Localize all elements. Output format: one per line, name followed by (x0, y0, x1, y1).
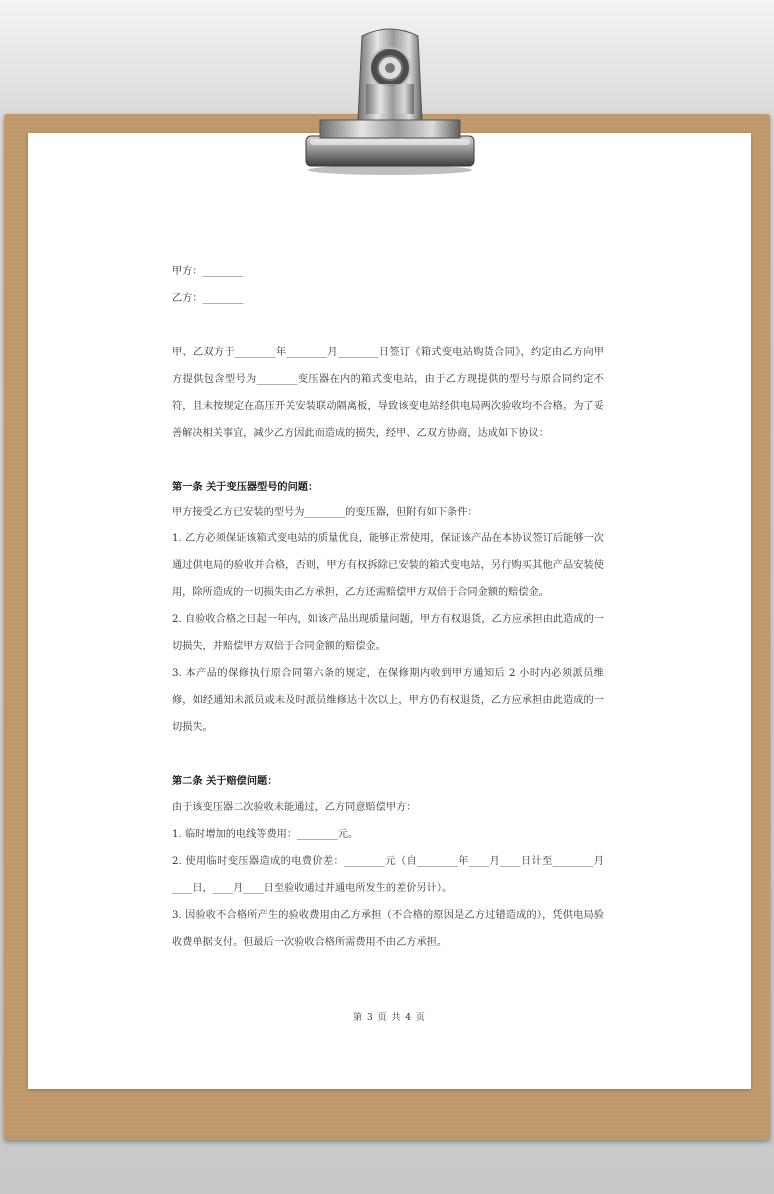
binder-clip-icon (300, 24, 480, 180)
article-2-item-3: 3. 因验收不合格所产生的验收费用由乙方承担（不合格的原因是乙方过错造成的），凭供电局验收费单据支付。但最后一次验收合格所需费用不由乙方承担。 (172, 910, 604, 948)
article-1-item-3: 3. 本产品的保修执行原合同第六条的规定，在保修期内收到甲方通知后 2 小时内必须派员维修，如经通知未派员或未及时派员维修达十次以上，甲方仍有权退货，乙方应承担由此造成的一切损失。 (172, 668, 604, 733)
article-2-title: 第二条 关于赔偿问题： (172, 775, 278, 787)
party-b-line: 乙方：________ (172, 293, 244, 304)
intro-paragraph: 甲、乙双方于________年________月________日签订《箱式变电站购货合同》，约定由乙方向甲方提供包含型号为________变压器在内的箱式变电站，由于乙方现提供的型号与原合同约定不符，且未按规定在高压开关安装联动隔离板，导致该变电站经供电局两次验收均不合格。为了妥善解决相关事宜，减少乙方因此而造成的损失，经甲、乙双方协商，达成如下协议： (172, 347, 604, 439)
article-1-item-1: 1. 乙方必须保证该箱式变电站的质量优良，能够正常使用，保证该产品在本协议签订后能够一次通过供电局的验收并合格，否则，甲方有权拆除已安装的箱式变电站，另行购买其他产品安装使用，除所造成的一切损失由乙方承担，乙方还需赔偿甲方双倍于合同金额的赔偿金。 (172, 533, 604, 598)
party-a-line: 甲方：________ (172, 266, 244, 277)
article-1-lead: 甲方接受乙方已安装的型号为________的变压器，但附有如下条件： (172, 507, 478, 518)
page-footer: 第 3 页 共 4 页 (353, 1013, 426, 1023)
article-1-item-2: 2. 自验收合格之日起一年内，如该产品出现质量问题，甲方有权退货，乙方应承担由此造成的一切损失，并赔偿甲方双倍于合同金额的赔偿金。 (172, 614, 604, 652)
article-2-lead: 由于该变压器二次验收未能通过，乙方同意赔偿甲方： (172, 802, 417, 813)
article-2-item-1: 1. 临时增加的电线等费用：________元。 (172, 829, 359, 840)
article-2-item-2: 2. 使用临时变压器造成的电费价差：________元（自________年____月____日计至________月____日，____月____日至验收通过并通电所发生的差价另计）。 (172, 856, 604, 894)
article-1-title: 第一条 关于变压器型号的问题： (172, 481, 319, 493)
